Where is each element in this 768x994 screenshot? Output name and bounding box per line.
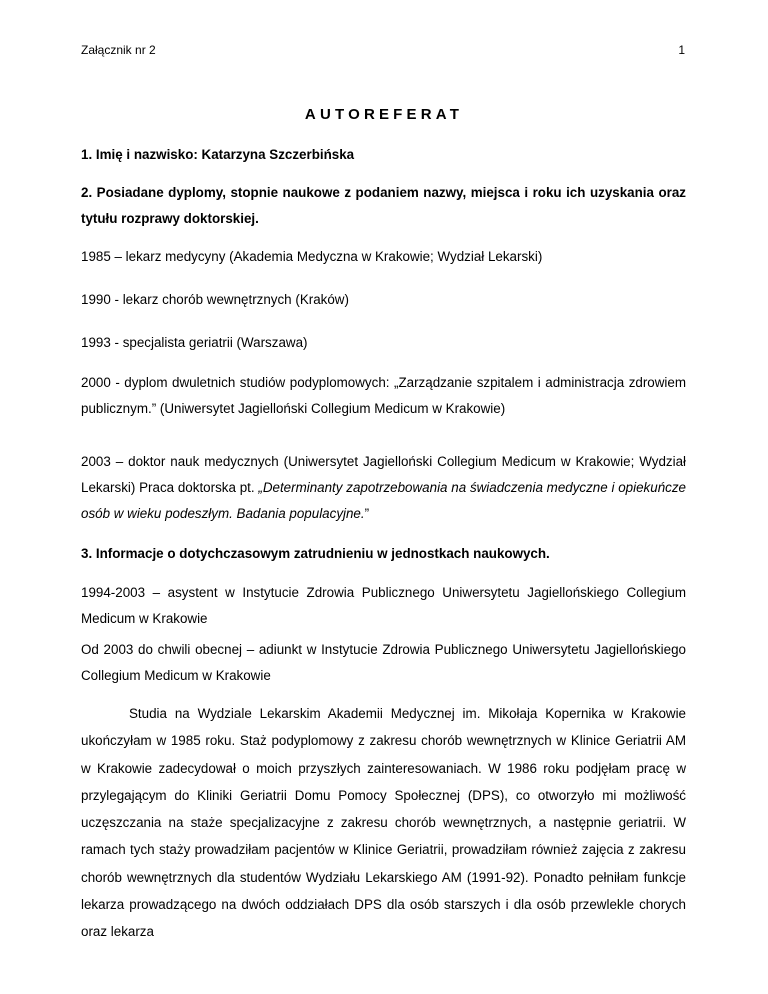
employment-item: 1994-2003 – asystent w Instytucie Zdrowia Publicznego Uniwersytetu Jagiellońskiego Collegium Medicum w Krakowie <box>81 585 686 626</box>
employment-item: Od 2003 do chwili obecnej – adiunkt w Instytucie Zdrowia Publicznego Uniwersytetu Jagiellońskiego Collegium Medicum w Krakowie <box>81 642 686 683</box>
section-3-heading: 3. Informacje o dotychczasowym zatrudnieniu w jednostkach naukowych. <box>81 546 550 561</box>
document-title: AUTOREFERAT <box>304 106 464 123</box>
section-1-name: 1. Imię i nazwisko: Katarzyna Szczerbińska <box>81 147 355 162</box>
diploma-item: 1990 - lekarz chorób wewnętrznych (Kraków) <box>81 292 349 307</box>
diploma-item: 2000 - dyplom dwuletnich studiów podyplomowych: „Zarządzanie szpitalem i administracja zdrowiem publicznym.” (Uniwersytet Jagielloński Collegium Medicum w Krakowie) <box>81 375 686 416</box>
section-2-heading: 2. Posiadane dyplomy, stopnie naukowe z podaniem nazwy, miejsca i roku ich uzyskania oraz tytułu rozprawy doktorskiej. <box>81 185 686 226</box>
dissertation-title: „Determinanty zapotrzebowania na świadczenia medyczne i opiekuńcze osób w wieku podeszłym. Badania populacyjne. <box>81 480 686 521</box>
page-number: 1 <box>678 43 685 57</box>
dissertation-title-end: ” <box>364 506 370 521</box>
diploma-item: 1985 – lekarz medycyny (Akademia Medyczna w Krakowie; Wydział Lekarski) <box>81 249 543 264</box>
diploma-item: 1993 - specjalista geriatrii (Warszawa) <box>81 335 308 350</box>
header-annex-label: Załącznik nr 2 <box>81 43 156 57</box>
doctorate-text: 2003 – doktor nauk medycznych (Uniwersytet Jagielloński Collegium Medicum w Krakowie; Wydział Lekarski) Praca doktorska pt. <box>81 454 686 495</box>
doctorate-item <box>81 449 686 527</box>
body-paragraph: Studia na Wydziale Lekarskim Akademii Medycznej im. Mikołaja Kopernika w Krakowie ukończyłam w 1985 roku. Staż podyplomowy z zakresu chorób wewnętrznych w Klinice Geriatrii AM w Krakowie zadecydował o moich przyszłych zainteresowaniach. W 1986 roku podjęłam pracę w przylegającym do Kliniki Geriatrii Domu Pomocy Społecznej (DPS), co otworzyło mi możliwość uczęszczania na staże specjalizacyjne z zakresu chorób wewnętrznych, a następnie geriatrii. W ramach tych staży prowadziłam pacjentów w Klinice Geriatrii, prowadziłam również zajęcia z zakresu chorób wewnętrznych dla studentów Wydziału Lekarskiego AM (1991-92). Ponadto pełniłam funkcje lekarza prowadzącego na dwóch oddziałach DPS dla osób starszych i dla osób przewlekle chorych oraz lekarza <box>81 706 686 940</box>
